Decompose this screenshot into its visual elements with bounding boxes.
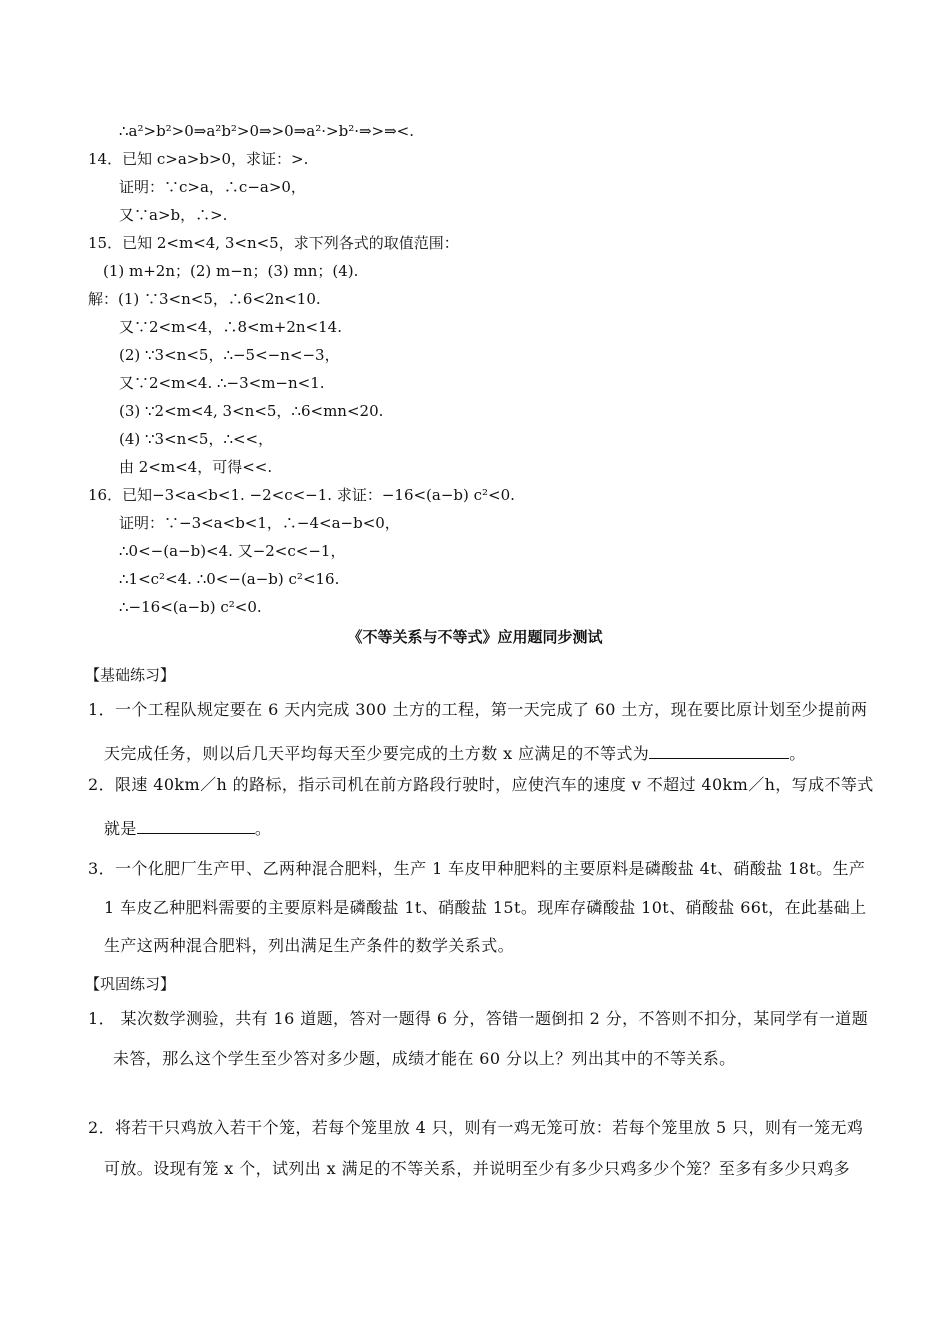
basic-q2-line: 2．限速 40km／h 的路标，指示司机在前方路段行驶时，应使汽车的速度 v 不超过 40km／h，写成不等式 [88,775,874,794]
answer-blank[interactable] [649,742,789,759]
solution-line: (4) ∵3<n<5，∴<<， [119,430,274,448]
consolidate-q2-line: 2．将若干只鸡放入若干个笼，若每个笼里放 4 只，则有一鸡无笼可放：若每个笼里放 5 只，则有一笼无鸡 [88,1118,864,1137]
proof-line: ∴0<−(a−b)<4. 又−2<c<−1， [119,542,346,560]
proof-line: ∴−16<(a−b) c²<0. [119,598,262,616]
proof-line: 又∵a>b，∴>. [119,206,228,224]
solution-line: (3) ∵2<m<4, 3<n<5，∴6<mn<20. [119,402,384,420]
basic-practice-header: 【基础练习】 [85,666,176,684]
problem-15-parts: (1) m+2n；(2) m−n；(3) mn；(4). [103,262,359,280]
basic-q1-line: 1．一个工程队规定要在 6 天内完成 300 土方的工程，第一天完成了 60 土方，现在要比原计划至少提前两 [88,700,868,719]
proof-line: 证明：∵−3<a<b<1，∴−4<a−b<0， [119,514,400,532]
solution-line: 由 2<m<4，可得<<. [119,458,273,476]
solution-line: 又∵2<m<4，∴8<m+2n<14. [119,318,342,336]
basic-q3-line: 生产这两种混合肥料，列出满足生产条件的数学关系式。 [104,936,515,955]
problem-14: 14．已知 c>a>b>0，求证：>. [88,150,309,168]
consolidate-q2-line: 可放。设现有笼 x 个，试列出 x 满足的不等关系，并说明至少有多少只鸡多少个笼？至多有多少只鸡多 [104,1159,850,1178]
proof-line: ∴a²>b²>0⇒a²b²>0⇒>0⇒a²·>b²·⇒>⇒<. [119,122,415,140]
basic-q3-line: 1 车皮乙种肥料需要的主要原料是磷酸盐 1t、硝酸盐 15t。现库存磷酸盐 10t、硝酸盐 66t，在此基础上 [104,898,867,917]
basic-q2-text: 就是 [104,819,137,838]
solution-line: 解：(1) ∵3<n<5，∴6<2n<10. [88,290,321,308]
proof-line: ∴1<c²<4. ∴0<−(a−b) c²<16. [119,570,340,588]
consolidate-q1-line: 未答，那么这个学生至少答对多少题，成绩才能在 60 分以上？列出其中的不等关系。 [113,1049,736,1068]
problem-16: 16．已知−3<a<b<1. −2<c<−1. 求证：−16<(a−b) c²<0. [88,486,515,504]
proof-line: 证明：∵c>a，∴c−a>0， [119,178,306,196]
basic-q2-end: 。 [254,819,272,838]
basic-q3-line: 3．一个化肥厂生产甲、乙两种混合肥料，生产 1 车皮甲种肥料的主要原料是磷酸盐 4t、硝酸盐 18t。生产 [88,859,866,878]
basic-q1-line [104,742,806,765]
basic-q1-end: 。 [789,744,806,763]
solution-line: (2) ∵3<n<5，∴−5<−n<−3， [119,346,340,364]
solution-line: 又∵2<m<4. ∴−3<m−n<1. [119,374,325,392]
problem-15: 15．已知 2<m<4, 3<n<5，求下列各式的取值范围： [88,234,459,252]
answer-blank[interactable] [137,817,255,834]
basic-q2-line [104,817,271,840]
consolidate-practice-header: 【巩固练习】 [85,975,176,993]
consolidate-q1-line: 1． 某次数学测验，共有 16 道题，答对一题得 6 分，答错一题倒扣 2 分，不答则不扣分，某同学有一道题 [88,1009,869,1028]
section-title: 《不等关系与不等式》应用题同步测试 [347,628,603,646]
basic-q1-text: 天完成任务，则以后几天平均每天至少要完成的土方数 x 应满足的不等式为 [104,744,650,763]
